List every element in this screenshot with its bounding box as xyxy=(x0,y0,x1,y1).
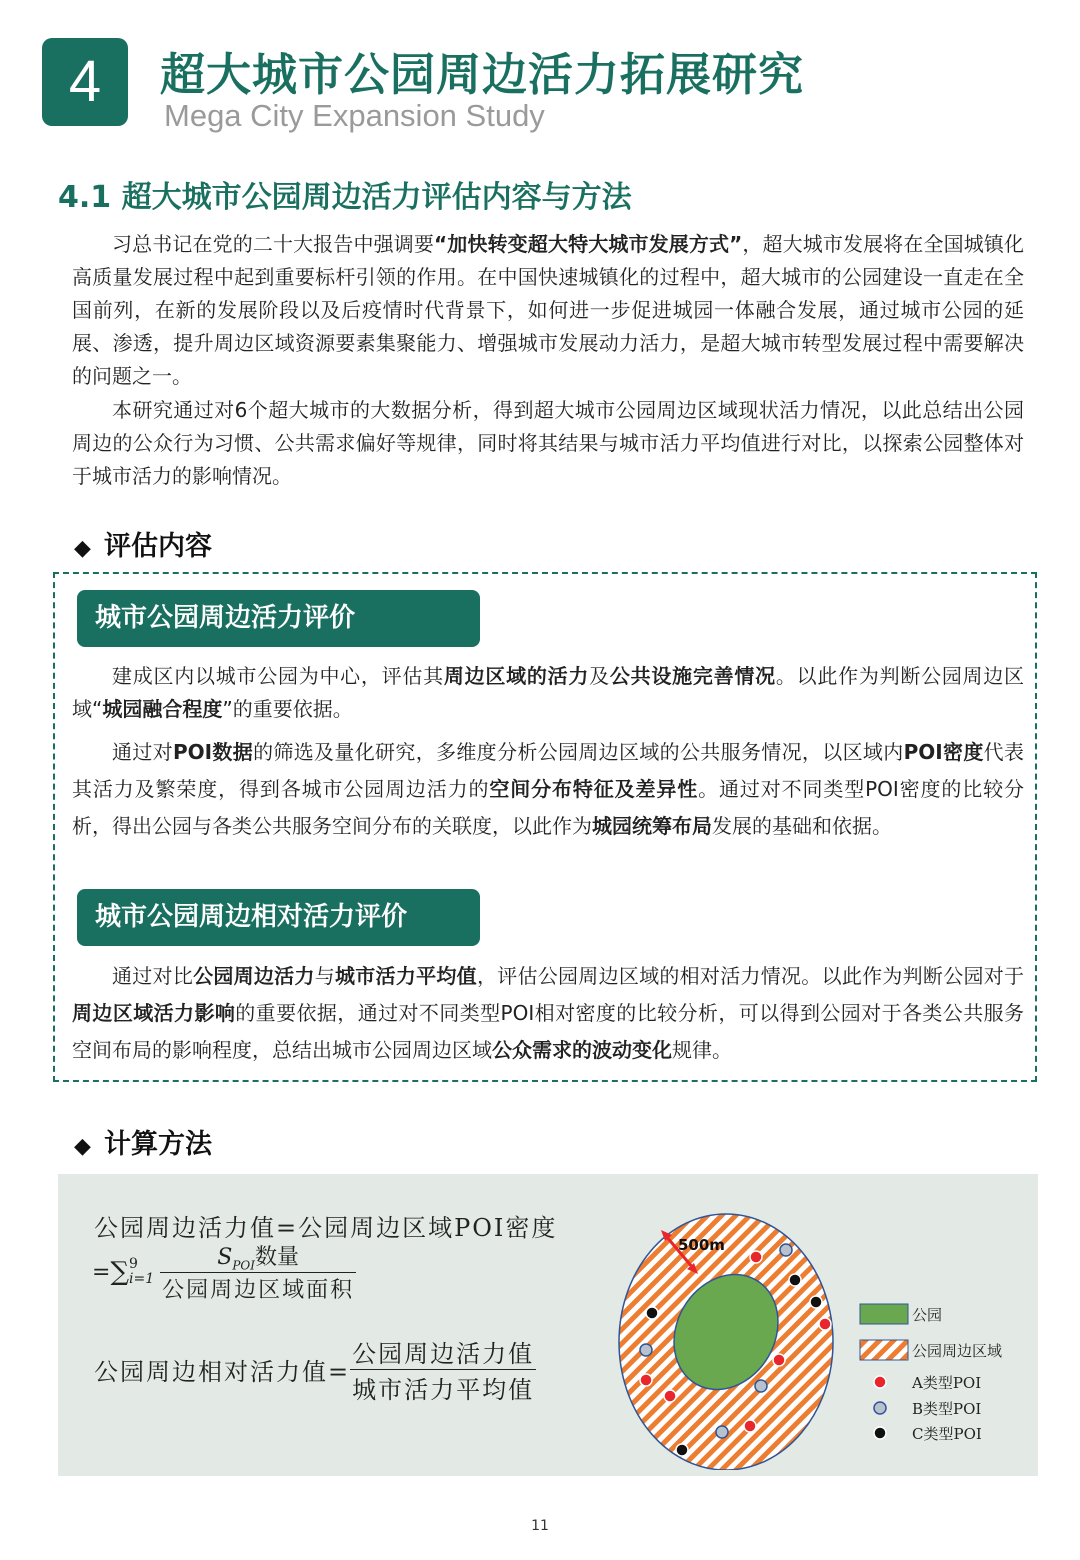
poi-b-point xyxy=(780,1244,792,1256)
poi-a-point xyxy=(773,1354,785,1366)
c2p1-d: 城市活力平均值 xyxy=(335,964,477,988)
method-heading-label: 计算方法 xyxy=(104,1129,212,1160)
intro-p1-text-a: 习总书记在党的二十大报告中强调要 xyxy=(112,232,435,256)
legend-buffer-label: 公园周边区域 xyxy=(912,1342,1003,1360)
formula-2 xyxy=(94,1334,536,1405)
formula-2-fraction xyxy=(350,1334,536,1405)
poi-b-point xyxy=(755,1380,767,1392)
c1p2-i: 发展的基础和依据。 xyxy=(712,814,892,838)
poi-a-point xyxy=(750,1251,762,1263)
page-number: 11 xyxy=(531,1518,549,1534)
sigma-lower: i=1 xyxy=(129,1271,155,1288)
c2p1-e: ，评估公园周边区域的相对活力情况。以此作为判断公园对于 xyxy=(476,964,1025,988)
poi-c-point xyxy=(646,1307,658,1319)
c1p2-b: POI数据 xyxy=(172,740,254,764)
diamond-bullet-icon: ◆ xyxy=(74,536,91,561)
c2p1-a: 通过对比 xyxy=(112,964,194,988)
formula-1-rhs xyxy=(92,1240,356,1304)
calc-method-panel xyxy=(58,1174,1038,1476)
c2p1-c: 与 xyxy=(314,964,336,988)
poi-a-point xyxy=(664,1390,676,1402)
poi-b-point xyxy=(640,1344,652,1356)
legend-poi-c-label: C类型POI xyxy=(912,1425,982,1443)
formula-2-numerator: 公园周边活力值 xyxy=(350,1334,536,1370)
c1p2-e: 代表其活力及繁荣度，得到各城市公园周边活力的 xyxy=(72,740,1024,801)
card1-label: 城市公园周边活力评价 xyxy=(77,590,480,647)
formula-2-denominator: 城市活力平均值 xyxy=(352,1376,535,1404)
legend-park-label: 公园 xyxy=(912,1306,943,1324)
card1-paragraph-2 xyxy=(72,734,1024,845)
poi-b-point xyxy=(716,1426,728,1438)
intro-p1-emphasis: “加快转变超大特大城市发展方式” xyxy=(434,232,743,256)
c1p2-g: 。通过对不同类型POI密度的比较分析，得出公园与各类公共服务空间分布的关联度，以此作为 xyxy=(72,777,1025,838)
formula-1-lhs: 公园周边活力值=公园周边区域POI密度 xyxy=(94,1214,558,1242)
num-text: 数量 xyxy=(254,1245,299,1270)
formula-1-numerator xyxy=(160,1240,356,1273)
poi-a-point xyxy=(640,1374,652,1386)
poi-c-point xyxy=(810,1296,822,1308)
method-heading xyxy=(74,1122,212,1161)
park-buffer-diagram xyxy=(598,1180,1038,1470)
c1p1-d: 公共设施完善情况 xyxy=(609,664,776,688)
c1p1-g: ”的重要依据。 xyxy=(222,697,353,721)
eval-heading-label: 评估内容 xyxy=(104,531,212,562)
c1p1-b: 周边区域的活力 xyxy=(443,664,590,688)
legend-poi-a-icon xyxy=(874,1376,886,1388)
c1p1-a: 建成区内以城市公园为中心，评估其 xyxy=(112,664,444,688)
poi-a-point xyxy=(819,1318,831,1330)
formula-1-denominator: 公园周边区域面积 xyxy=(162,1278,355,1304)
c2p1-i: 规律。 xyxy=(672,1038,732,1062)
c1p2-c: 的筛选及量化研究，多维度分析公园周边区域的公共服务情况，以区域内 xyxy=(253,740,904,764)
sigma-upper: 9 xyxy=(129,1256,138,1273)
card2-label: 城市公园周边相对活力评价 xyxy=(77,889,480,946)
poi-a-point xyxy=(744,1420,756,1432)
c1p2-a: 通过对 xyxy=(112,740,173,764)
legend-poi-b-label: B类型POI xyxy=(912,1400,982,1418)
chapter-number-badge: 4 xyxy=(42,38,128,126)
c2p1-b: 公园周边活力 xyxy=(193,964,315,988)
intro-p1-text-c: ，超大城市发展将在全国城镇化高质量发展过程中起到重要标杆引领的作用。在中国快速城镇化的过程中，超大城市的公园建设一直走在全国前列，在新的发展阶段以及后疫情时代背景下，如何进一步促进城园一体融合发展，通过城市公园的延展、渗透，提升周边区域资源要素集聚能力、增强城市发展动力活力，是超大城市转型发展过程中需要解决的问题之一。 xyxy=(72,232,1025,388)
formula-1-equals: = xyxy=(92,1259,111,1285)
num-poi: POI xyxy=(232,1258,255,1273)
intro-paragraph-2: 本研究通过对6个超大城市的大数据分析，得到超大城市公园周边区域现状活力情况，以此总结出公园周边的公众行为习惯、公共需求偏好等规律，同时将其结果与城市活力平均值进行对比，以探索公园整体对于城市活力的影响情况。 xyxy=(72,398,1024,488)
sigma-symbol: ∑ xyxy=(110,1257,129,1288)
legend-buffer-swatch xyxy=(860,1340,908,1360)
c1p2-h: 城园统筹布局 xyxy=(592,814,712,838)
legend-poi-c-icon xyxy=(874,1427,886,1439)
poi-c-point xyxy=(676,1444,688,1456)
poi-c-point xyxy=(789,1274,801,1286)
c1p2-d: POI密度 xyxy=(903,740,984,764)
eval-heading xyxy=(74,524,212,563)
legend-poi-b-icon xyxy=(874,1402,886,1414)
legend-park-swatch xyxy=(860,1304,908,1324)
c1p1-f: 城园融合程度 xyxy=(102,697,223,721)
chapter-subtitle: Mega City Expansion Study xyxy=(164,98,545,133)
c1p1-c: 及 xyxy=(589,664,610,688)
intro-paragraph-1 xyxy=(72,228,1024,393)
radius-label: 500m xyxy=(678,1236,725,1254)
c1p2-f: 空间分布特征及差异性 xyxy=(489,777,699,801)
c1p1-e: 。以此作为判断公园周边区域“ xyxy=(72,664,1025,721)
card1-paragraph-1 xyxy=(72,660,1024,726)
c2p1-g: 的重要依据，通过对不同类型POI相对密度的比较分析，可以得到公园对于各类公共服务空间布局的影响程度，总结出城市公园周边区域 xyxy=(72,1001,1025,1062)
diamond-bullet-icon: ◆ xyxy=(74,1134,91,1159)
c2p1-f: 周边区域活力影响 xyxy=(72,1001,236,1025)
chapter-title: 超大城市公园周边活力拓展研究 xyxy=(160,48,805,101)
formula-1-fraction xyxy=(160,1240,356,1304)
c2p1-h: 公众需求的波动变化 xyxy=(492,1038,672,1062)
card2-paragraph-1 xyxy=(72,958,1024,1069)
formula-2-lhs: 公园周边相对活力值= xyxy=(94,1358,351,1386)
legend-poi-a-label: A类型POI xyxy=(912,1374,982,1392)
num-s: S xyxy=(217,1245,233,1270)
section-title: 4.1 超大城市公园周边活力评估内容与方法 xyxy=(58,180,632,215)
